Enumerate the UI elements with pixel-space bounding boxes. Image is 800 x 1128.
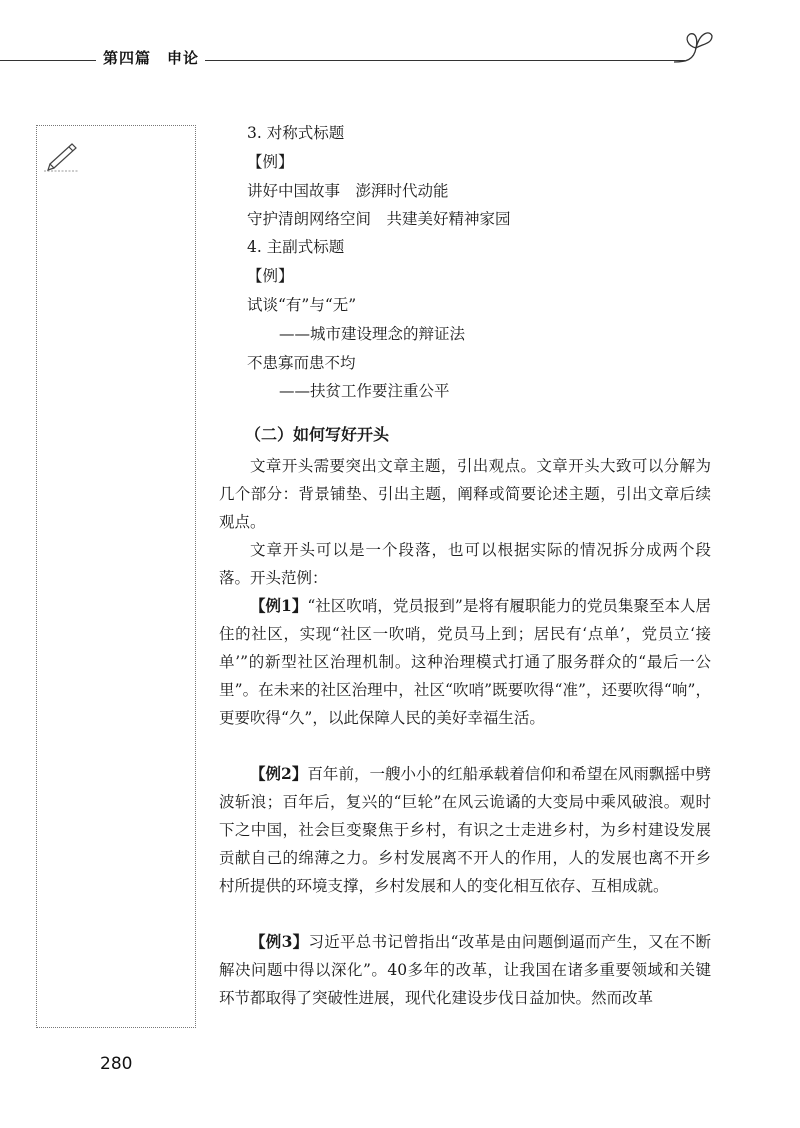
example-text: 习近平总书记曾指出“改革是由问题倒逼而产生，又在不断解决问题中得以深化”。40多年的改革，让我国在诸多重要领域和关键环节都取得了突破性进展，现代化建设步伐日益加快。然而改革	[219, 933, 711, 1007]
sprout-icon	[672, 26, 716, 66]
example-line: 守护清朗网络空间 共建美好精神家园	[247, 210, 511, 228]
example-line: 讲好中国故事 澎湃时代动能	[247, 182, 449, 200]
example-subtitle: ——城市建设理念的辩证法	[279, 325, 466, 343]
example-label: 【例1】	[250, 596, 308, 615]
example-label: 【例】	[247, 267, 294, 285]
example-paragraph	[219, 760, 711, 900]
example-main-title: 试谈“有”与“无”	[247, 296, 357, 314]
section-header-title: 第四篇 申论	[103, 49, 200, 67]
paragraph: 文章开头可以是一个段落，也可以根据实际的情况拆分成两个段落。	[219, 541, 711, 587]
header-rule-right	[205, 60, 685, 61]
example-subtitle: ——扶贫工作要注重公平	[279, 382, 450, 400]
example-paragraph	[219, 592, 711, 732]
example-text: “社区吹哨，党员报到”是将有履职能力的党员集聚至本人居住的社区，实现“社区一吹哨，党员马上到；居民有‘点单’，党员立‘接单’”的新型社区治理机制。这种治理模式打通了服务群众的“最后一公里”。在未来的社区治理中，社区“吹哨”既要吹得“准”，还要吹得“响”，更要吹得“久”，以此保障人民的美好幸福生活。	[219, 597, 711, 727]
header-rule-left	[0, 60, 96, 61]
example-label: 【例2】	[250, 764, 308, 783]
paragraph: 文章开头需要突出文章主题，引出观点。文章开头大致可以分解为几个部分：背景铺垫、引出主题，阐释或简要论述主题，引出文章后续观点。	[219, 457, 711, 531]
example-label: 【例】	[247, 153, 294, 171]
list-item-title: 4. 主副式标题	[247, 238, 345, 256]
margin-note-box	[36, 125, 196, 1028]
section-heading: （二）如何写好开头	[245, 425, 390, 444]
pencil-icon	[42, 138, 82, 172]
example-label: 【例3】	[250, 932, 309, 951]
list-item-title: 3. 对称式标题	[247, 124, 345, 142]
example-paragraph	[219, 928, 711, 1012]
example-main-title: 不患寡而患不均	[247, 354, 356, 372]
example-text: 百年前，一艘小小的红船承载着信仰和希望在风雨飘摇中劈波斩浪；百年后，复兴的“巨轮”在风云诡谲的大变局中乘风破浪。观时下之中国，社会巨变聚焦于乡村，有识之士走进乡村，为乡村建设发展贡献自己的绵薄之力。乡村发展离不开人的作用，人的发展也离不开乡村所提供的环境支撑，乡村发展和人的变化相互依存、互相成就。	[219, 765, 711, 895]
paragraph: 开头范例：	[250, 569, 328, 587]
page-number: 280	[100, 1054, 133, 1074]
